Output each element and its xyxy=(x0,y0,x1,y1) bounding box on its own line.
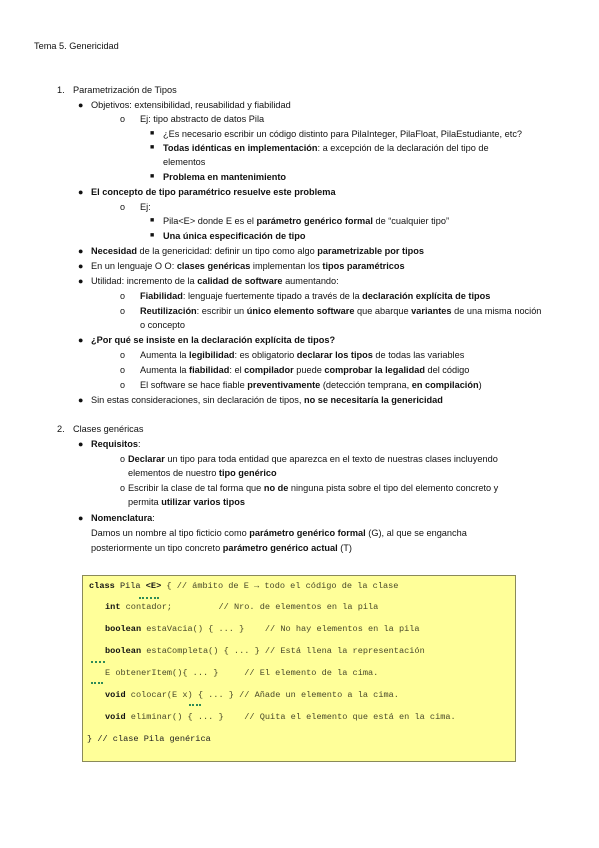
identicas-line-2: elementos xyxy=(163,157,206,167)
bullet-icon: ● xyxy=(78,246,84,256)
bullet-icon: ● xyxy=(78,513,84,523)
square-bullet-icon: ■ xyxy=(150,130,155,137)
concepto-text: El concepto de tipo paramétrico resuelve este problema xyxy=(91,187,336,197)
page-header: Tema 5. Genericidad xyxy=(34,41,119,51)
code-listing xyxy=(82,575,516,762)
section-1-title: Parametrización de Tipos xyxy=(73,85,177,95)
identicas-line: Todas idénticas en implementación: a excepción de la declaración del tipo de xyxy=(163,143,489,153)
bullet-icon: ● xyxy=(78,276,84,286)
type-param-marker xyxy=(139,594,159,599)
sin-line: Sin estas consideraciones, sin declaración de tipos, no se necesitaría la genericidad xyxy=(91,395,443,405)
bullet-icon: ● xyxy=(78,335,84,345)
fiabilidad-line: Fiabilidad: lenguaje fuertemente tipado a través de la declaración explícita de tipos xyxy=(140,291,491,301)
square-bullet-icon: ■ xyxy=(150,217,155,224)
bullet-icon: ● xyxy=(78,439,84,449)
circle-bullet-icon: o xyxy=(120,365,126,375)
reutilizacion-line-2: o concepto xyxy=(140,320,185,330)
bullet-icon: ● xyxy=(78,261,84,271)
problema-text: Problema en mantenimiento xyxy=(163,172,287,182)
code-line-2: int contador; // Nro. de elementos en la pila xyxy=(105,602,379,612)
type-param-marker xyxy=(189,701,201,706)
section-1-number: 1. xyxy=(57,85,65,95)
unica-text: Una única especificación de tipo xyxy=(163,231,306,241)
bullet-icon: ● xyxy=(78,100,84,110)
square-bullet-icon: ■ xyxy=(150,144,155,151)
code-line-4: boolean estaCompleta() { ... } // Está llena la representación xyxy=(105,646,425,656)
code-line-3: boolean estaVacia() { ... } // No hay elementos en la pila xyxy=(105,624,420,634)
oo-line: En un lenguaje O O: clases genéricas implementan los tipos paramétricos xyxy=(91,261,405,271)
code-line-5: E obtenerItem(){ ... } // El elemento de la cima. xyxy=(105,668,379,678)
req2-line-2: permita utilizar varios tipos xyxy=(128,497,245,507)
section-2-title: Clases genéricas xyxy=(73,424,144,434)
req1-line: Declarar un tipo para toda entidad que aparezca en el texto de nuestras clases incluyendo xyxy=(128,454,498,464)
ej-pila-text: Ej: tipo abstracto de datos Pila xyxy=(140,114,265,124)
fiabilidad2-line: Aumenta la fiabilidad: el compilador puede comprobar la legalidad del código xyxy=(140,365,470,375)
code-line-6: void colocar(E x) { ... } // Añade un elemento a la cima. xyxy=(105,690,399,700)
porque-text: ¿Por qué se insiste en la declaración explícita de tipos? xyxy=(91,335,336,345)
pila-line: Pila<E> donde E es el parámetro genérico formal de “cualquier tipo” xyxy=(163,216,449,226)
nomenclatura-line-1: Damos un nombre al tipo ficticio como parámetro genérico formal (G), al que se engancha xyxy=(91,528,467,538)
section-2-number: 2. xyxy=(57,424,65,434)
req1-line-2: elementos de nuestro tipo genérico xyxy=(128,468,277,478)
code-line-1: class Pila <E> { // ámbito de E → todo el código de la clase xyxy=(89,581,399,591)
square-bullet-icon: ■ xyxy=(150,232,155,239)
question-codigo: ¿Es necesario escribir un código distinto para PilaInteger, PilaFloat, PilaEstudiante, etc? xyxy=(163,129,523,139)
bullet-icon: ● xyxy=(78,395,84,405)
circle-bullet-icon: o xyxy=(120,291,126,301)
requisitos-label: Requisitos: xyxy=(91,439,141,449)
objetivos-text: Objetivos: extensibilidad, reusabilidad y fiabilidad xyxy=(91,100,291,110)
code-line-8: } // clase Pila genérica xyxy=(87,734,211,744)
software-line: El software se hace fiable preventivamente (detección temprana, en compilación) xyxy=(140,380,482,390)
circle-bullet-icon: o xyxy=(120,202,126,212)
circle-bullet-icon: o xyxy=(120,306,126,316)
code-line-7: void eliminar() { ... } // Quita el elemento que está en la cima. xyxy=(105,712,456,722)
circle-bullet-icon: o xyxy=(120,483,126,493)
bullet-icon: ● xyxy=(78,187,84,197)
nomenclatura-line-2: posteriormente un tipo concreto parámetro genérico actual (T) xyxy=(91,543,352,553)
type-param-marker xyxy=(91,658,105,663)
legibilidad-line: Aumenta la legibilidad: es obligatorio declarar los tipos de todas las variables xyxy=(140,350,465,360)
utilidad-line: Utilidad: incremento de la calidad de software aumentando: xyxy=(91,276,339,286)
circle-bullet-icon: o xyxy=(120,380,126,390)
type-param-marker xyxy=(91,679,103,684)
circle-bullet-icon: o xyxy=(120,454,126,464)
reutilizacion-line: Reutilización: escribir un único elemento software que abarque variantes de una misma noción xyxy=(140,306,542,316)
nomenclatura-label: Nomenclatura: xyxy=(91,513,155,523)
ej2-text: Ej: xyxy=(140,202,151,212)
necesidad-line: Necesidad de la genericidad: definir un tipo como algo parametrizable por tipos xyxy=(91,246,424,256)
circle-bullet-icon: o xyxy=(120,350,126,360)
square-bullet-icon: ■ xyxy=(150,173,155,180)
req2-line: Escribir la clase de tal forma que no de ninguna pista sobre el tipo del elemento concreto y xyxy=(128,483,499,493)
circle-bullet-icon: o xyxy=(120,114,126,124)
